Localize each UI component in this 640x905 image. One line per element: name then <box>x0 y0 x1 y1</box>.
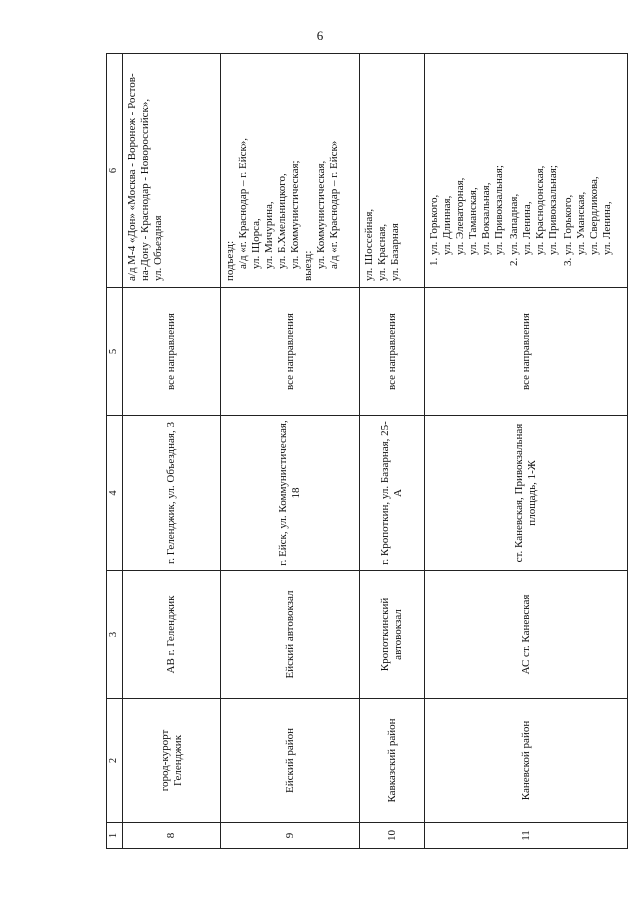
routes-cell <box>360 54 425 288</box>
address-cell: ст. Каневская, Привокзальная площадь, 1-Ж <box>425 416 628 571</box>
station-cell: Кропоткинский автовокзал <box>360 571 425 699</box>
route-line: ул. Привокзальная; <box>492 165 505 255</box>
table-row <box>425 54 628 849</box>
route-line: ул. Длинная, <box>440 195 453 255</box>
direction-cell: все направления <box>425 288 628 416</box>
header-cell: 1 <box>107 823 123 849</box>
route-line: а/д «г. Краснодар – г. Ейск» <box>327 140 340 269</box>
table-header-row <box>107 54 123 849</box>
page-number: 6 <box>316 28 324 43</box>
route-line: ул. Вокзальная, <box>479 182 492 255</box>
route-line: 3. ул. Горького, <box>561 194 574 255</box>
route-line: 1. ул. Горького, <box>428 194 440 255</box>
table-row <box>360 54 425 849</box>
route-line: ул. Ленина, <box>600 201 613 255</box>
row-number: 9 <box>221 823 360 849</box>
route-line: ул. Таманская, <box>466 187 479 255</box>
route-line: ул. Ленина, <box>520 201 533 255</box>
route-groups-list <box>428 60 614 281</box>
route-section-label: подъезд: <box>224 240 236 281</box>
table-row <box>221 54 360 849</box>
route-line: ул. Шоссейная, <box>363 208 375 281</box>
header-cell: 6 <box>107 54 123 288</box>
routes-cell <box>221 54 360 288</box>
route-line: ул. Щорса, <box>249 218 262 269</box>
district-cell: Ейский район <box>221 699 360 823</box>
route-group <box>508 60 560 255</box>
route-group <box>562 60 614 255</box>
route-line: ул. Красная, <box>375 223 388 281</box>
route-line: ул. Базарная <box>388 223 401 281</box>
routes-cell <box>123 54 221 288</box>
route-line: ул. Коммунистическая, <box>314 160 327 269</box>
direction-cell: все направления <box>123 288 221 416</box>
district-cell: город-курорт Геленджик <box>123 699 221 823</box>
routes-cell <box>425 54 628 288</box>
header-cell: 5 <box>107 288 123 416</box>
route-line: 2. ул. Западная, <box>507 193 520 255</box>
route-section-label: выезд: <box>301 250 314 281</box>
route-line: а/д «г. Краснодар – г. Ейск», <box>236 137 249 269</box>
route-line: ул. Свердликова, <box>587 176 600 255</box>
route-line: ул. Уманская, <box>574 191 587 255</box>
station-cell: Ейский автовокзал <box>221 571 360 699</box>
direction-cell: все направления <box>360 288 425 416</box>
header-cell: 2 <box>107 699 123 823</box>
rotated-table-container <box>106 54 613 849</box>
header-cell: 4 <box>107 416 123 571</box>
station-cell: АС ст. Каневская <box>425 571 628 699</box>
route-line: ул. Коммунистическая; <box>288 160 301 269</box>
route-line: ул. Объездная <box>151 215 164 281</box>
row-number: 8 <box>123 823 221 849</box>
district-cell: Каневской район <box>425 699 628 823</box>
direction-cell: все направления <box>221 288 360 416</box>
district-cell: Кавказский район <box>360 699 425 823</box>
table-row <box>123 54 221 849</box>
row-number: 10 <box>360 823 425 849</box>
routes-table <box>106 53 628 849</box>
route-line: ул. Б.Хмельницкого, <box>275 173 288 269</box>
station-cell: АВ г. Геленджик <box>123 571 221 699</box>
address-cell: г. Геленджик, ул. Объездная, 3 <box>123 416 221 571</box>
route-line: ул. Мичурина, <box>262 201 275 269</box>
row-number: 11 <box>425 823 628 849</box>
route-line: ул. Привокзальная; <box>546 165 559 255</box>
header-cell: 3 <box>107 571 123 699</box>
route-group <box>428 60 506 255</box>
route-line: ул. Краснодонская, <box>533 165 546 255</box>
address-cell: г. Ейск, ул. Коммунистическая, 18 <box>221 416 360 571</box>
route-line: ул. Элеваторная, <box>453 177 466 255</box>
rotated-table-frame <box>106 54 613 849</box>
address-cell: г. Кропоткин, ул. Базарная, 25-А <box>360 416 425 571</box>
route-line: а/д М-4 «Дон» «Москва - Воронеж - Ростов-на-Дону - Краснодар - Новороссийск», <box>126 73 151 281</box>
